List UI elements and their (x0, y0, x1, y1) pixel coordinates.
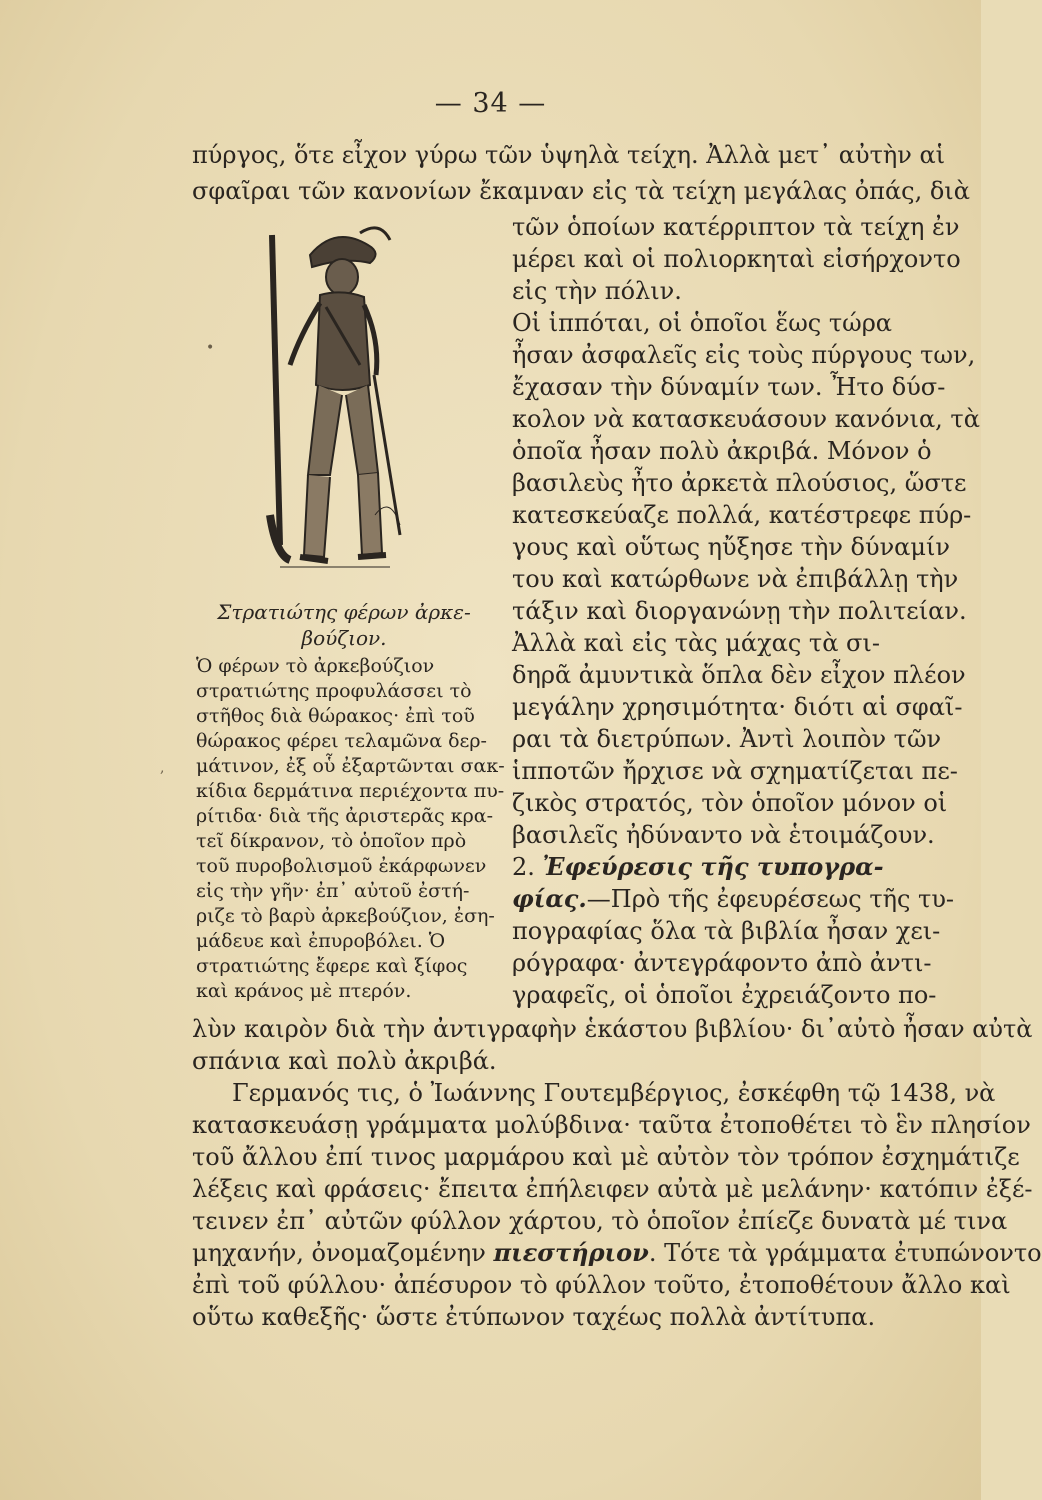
caption-line: κίδια δερμάτινα περιέχοντα πυ- (196, 780, 505, 802)
caption-line: μάτινον, ἐξ οὗ ἐξαρτῶνται σακ- (196, 755, 505, 777)
section-heading (512, 852, 932, 882)
caption-line: ριζε τὸ βαρὺ ἀρκεβούζιον, ἐση- (196, 905, 495, 927)
text-line: οὕτω καθεξῆς· ὥστε ἐτύπωνον ταχέως πολλὰ ἀντίτυπα. (192, 1303, 876, 1331)
ink-speck: , (160, 760, 165, 776)
caption-title: βούζιον. (301, 626, 387, 650)
caption-line: εἰς τὴν γῆν· ἐπ᾿ αὐτοῦ ἐστή- (196, 880, 470, 902)
text-line: ρόγραφα· ἀντεγράφοντο ἀπὸ ἀντι- (512, 949, 932, 977)
text-line (192, 1238, 1042, 1268)
text-line: μεγάλην χρησιμότητα· διότι αἱ σφαῖ- (512, 693, 963, 721)
text-line: σπάνια καὶ πολὺ ἀκριβά. (192, 1047, 497, 1075)
section-title: Ἐφεύρεσις τῆς τυπογρα- (542, 852, 884, 881)
text-line: ἐπὶ τοῦ φύλλου· ἀπέσυρον τὸ φύλλον τοῦτο, ἐτοποθέτουν ἄλλο καὶ (192, 1271, 1011, 1299)
text-line: κατασκευάσῃ γράμματα μολύβδινα· ταῦτα ἐτοποθέτει τὸ ἓν πλησίον (192, 1111, 1031, 1139)
caption-line: καὶ κράνος μὲ πτερόν. (196, 980, 412, 1002)
text-line: λέξεις καὶ φράσεις· ἔπειτα ἐπήλειφεν αὐτὰ μὲ μελάνην· κατόπιν ἐξέ- (192, 1175, 1033, 1203)
text-line: μέρει καὶ οἱ πολιορκηταὶ εἰσήρχοντο (512, 245, 961, 273)
text-line (512, 884, 955, 914)
caption-line: μάδευε καὶ ἐπυροβόλει. Ὁ (196, 930, 446, 952)
ink-speck: • (206, 340, 215, 356)
text-line: γους καὶ οὕτως ηὔξησε τὴν δύναμίν (512, 533, 950, 561)
text-line: πογραφίας ὅλα τὰ βιβλία ἦσαν χει- (512, 917, 941, 945)
caption-title: Στρατιώτης φέρων ἀρκε- (217, 600, 471, 624)
text-line: δηρᾶ ἀμυντικὰ ὅπλα δὲν εἶχον πλέον (512, 661, 966, 689)
soldier-arquebus-illustration (250, 215, 410, 585)
text-line: βασιλεὺς ἦτο ἀρκετὰ πλούσιος, ὥστε (512, 469, 967, 497)
caption-line: τεῖ δίκρανον, τὸ ὁποῖον πρὸ (196, 830, 467, 852)
text-line: βασιλεῖς ἠδύναντο νὰ ἑτοιμάζουν. (512, 821, 935, 849)
caption-line: στρατιώτης ἔφερε καὶ ξίφος (196, 955, 468, 977)
text-line: κατεσκεύαζε πολλά, κατέστρεφε πύρ- (512, 501, 972, 529)
text-line: ἔχασαν τὴν δύναμίν των. Ἦτο δύσ- (512, 373, 946, 401)
press-term: πιεστήριον (493, 1238, 649, 1267)
text-line: Ἀλλὰ καὶ εἰς τὰς μάχας τὰ σι- (512, 629, 880, 657)
text-line: τεινεν ἐπ᾿ αὐτῶν φύλλον χάρτου, τὸ ὁποῖον ἐπίεζε δυνατὰ μέ τινα (192, 1207, 1008, 1235)
text-line: ὁποῖα ἦσαν πολὺ ἀκριβά. Μόνον ὁ (512, 437, 932, 465)
text-line: πύργος, ὅτε εἶχον γύρω τῶν ὑψηλὰ τείχη. Ἀλλὰ μετ᾿ αὐτὴν αἱ (192, 141, 946, 169)
text-line: σφαῖραι τῶν κανονίων ἔκαμναν εἰς τὰ τείχη μεγάλας ὀπάς, διὰ (192, 177, 970, 205)
section-title-end: φίας. (512, 884, 587, 913)
text-line: κολον νὰ κατασκευάσουν κανόνια, τὰ (512, 405, 980, 433)
text-line: ἱπποτῶν ἤρχισε νὰ σχηματίζεται πε- (512, 757, 958, 785)
caption-line: ρίτιδα· διὰ τῆς ἀριστερᾶς κρα- (196, 805, 494, 827)
text-line: εἰς τὴν πόλιν. (512, 277, 682, 305)
text-line: γραφεῖς, οἱ ὁποῖοι ἐχρειάζοντο πο- (512, 981, 937, 1009)
page-number: — 34 — (434, 88, 547, 119)
caption-line: θώρακος φέρει τελαμῶνα δερ- (196, 730, 487, 752)
text-line: τῶν ὁποίων κατέρριπτον τὰ τείχη ἐν (512, 213, 960, 241)
text-line: Γερμανός τις, ὁ Ἰωάννης Γουτεμβέργιος, ἐσκέφθη τῷ 1438, νὰ (232, 1079, 996, 1107)
text-line: τοῦ ἄλλου ἐπί τινος μαρμάρου καὶ μὲ αὐτὸν τὸν τρόπον ἐσχημάτιζε (192, 1143, 1020, 1171)
text-line: λὺν καιρὸν διὰ τὴν ἀντιγραφὴν ἑκάστου βιβλίου· δι᾿αὐτὸ ἦσαν αὐτὰ (192, 1015, 1033, 1043)
caption-line: τοῦ πυροβολισμοῦ ἐκάρφωνεν (196, 855, 487, 877)
press-line-start: μηχανήν, ὀνομαζομένην (192, 1239, 494, 1267)
text-line: τάξιν καὶ διοργανώνῃ τὴν πολιτείαν. (512, 597, 967, 625)
press-line-end: . Τότε τὰ γράμματα ἐτυπώνοντο (648, 1239, 1042, 1267)
caption-line: στρατιώτης προφυλάσσει τὸ (196, 680, 472, 702)
section-text: —Πρὸ τῆς ἐφευρέσεως τῆς τυ- (586, 885, 955, 913)
text-line: ἦσαν ἀσφαλεῖς εἰς τοὺς πύργους των, (512, 341, 976, 369)
caption-line: στῆθος διὰ θώρακος· ἐπὶ τοῦ (196, 705, 475, 727)
section-number: 2. (512, 853, 535, 881)
text-line: ζικὸς στρατός, τὸν ὁποῖον μόνον οἱ (512, 789, 948, 817)
text-line: Οἱ ἱππόται, οἱ ὁποῖοι ἕως τώρα (512, 309, 893, 337)
text-line: ραι τὰ διετρύπων. Ἀντὶ λοιπὸν τῶν (512, 725, 942, 753)
caption-line: Ὁ φέρων τὸ ἀρκεβούζιον (196, 655, 435, 677)
text-line: του καὶ κατώρθωνε νὰ ἐπιβάλλῃ τὴν (512, 565, 959, 593)
